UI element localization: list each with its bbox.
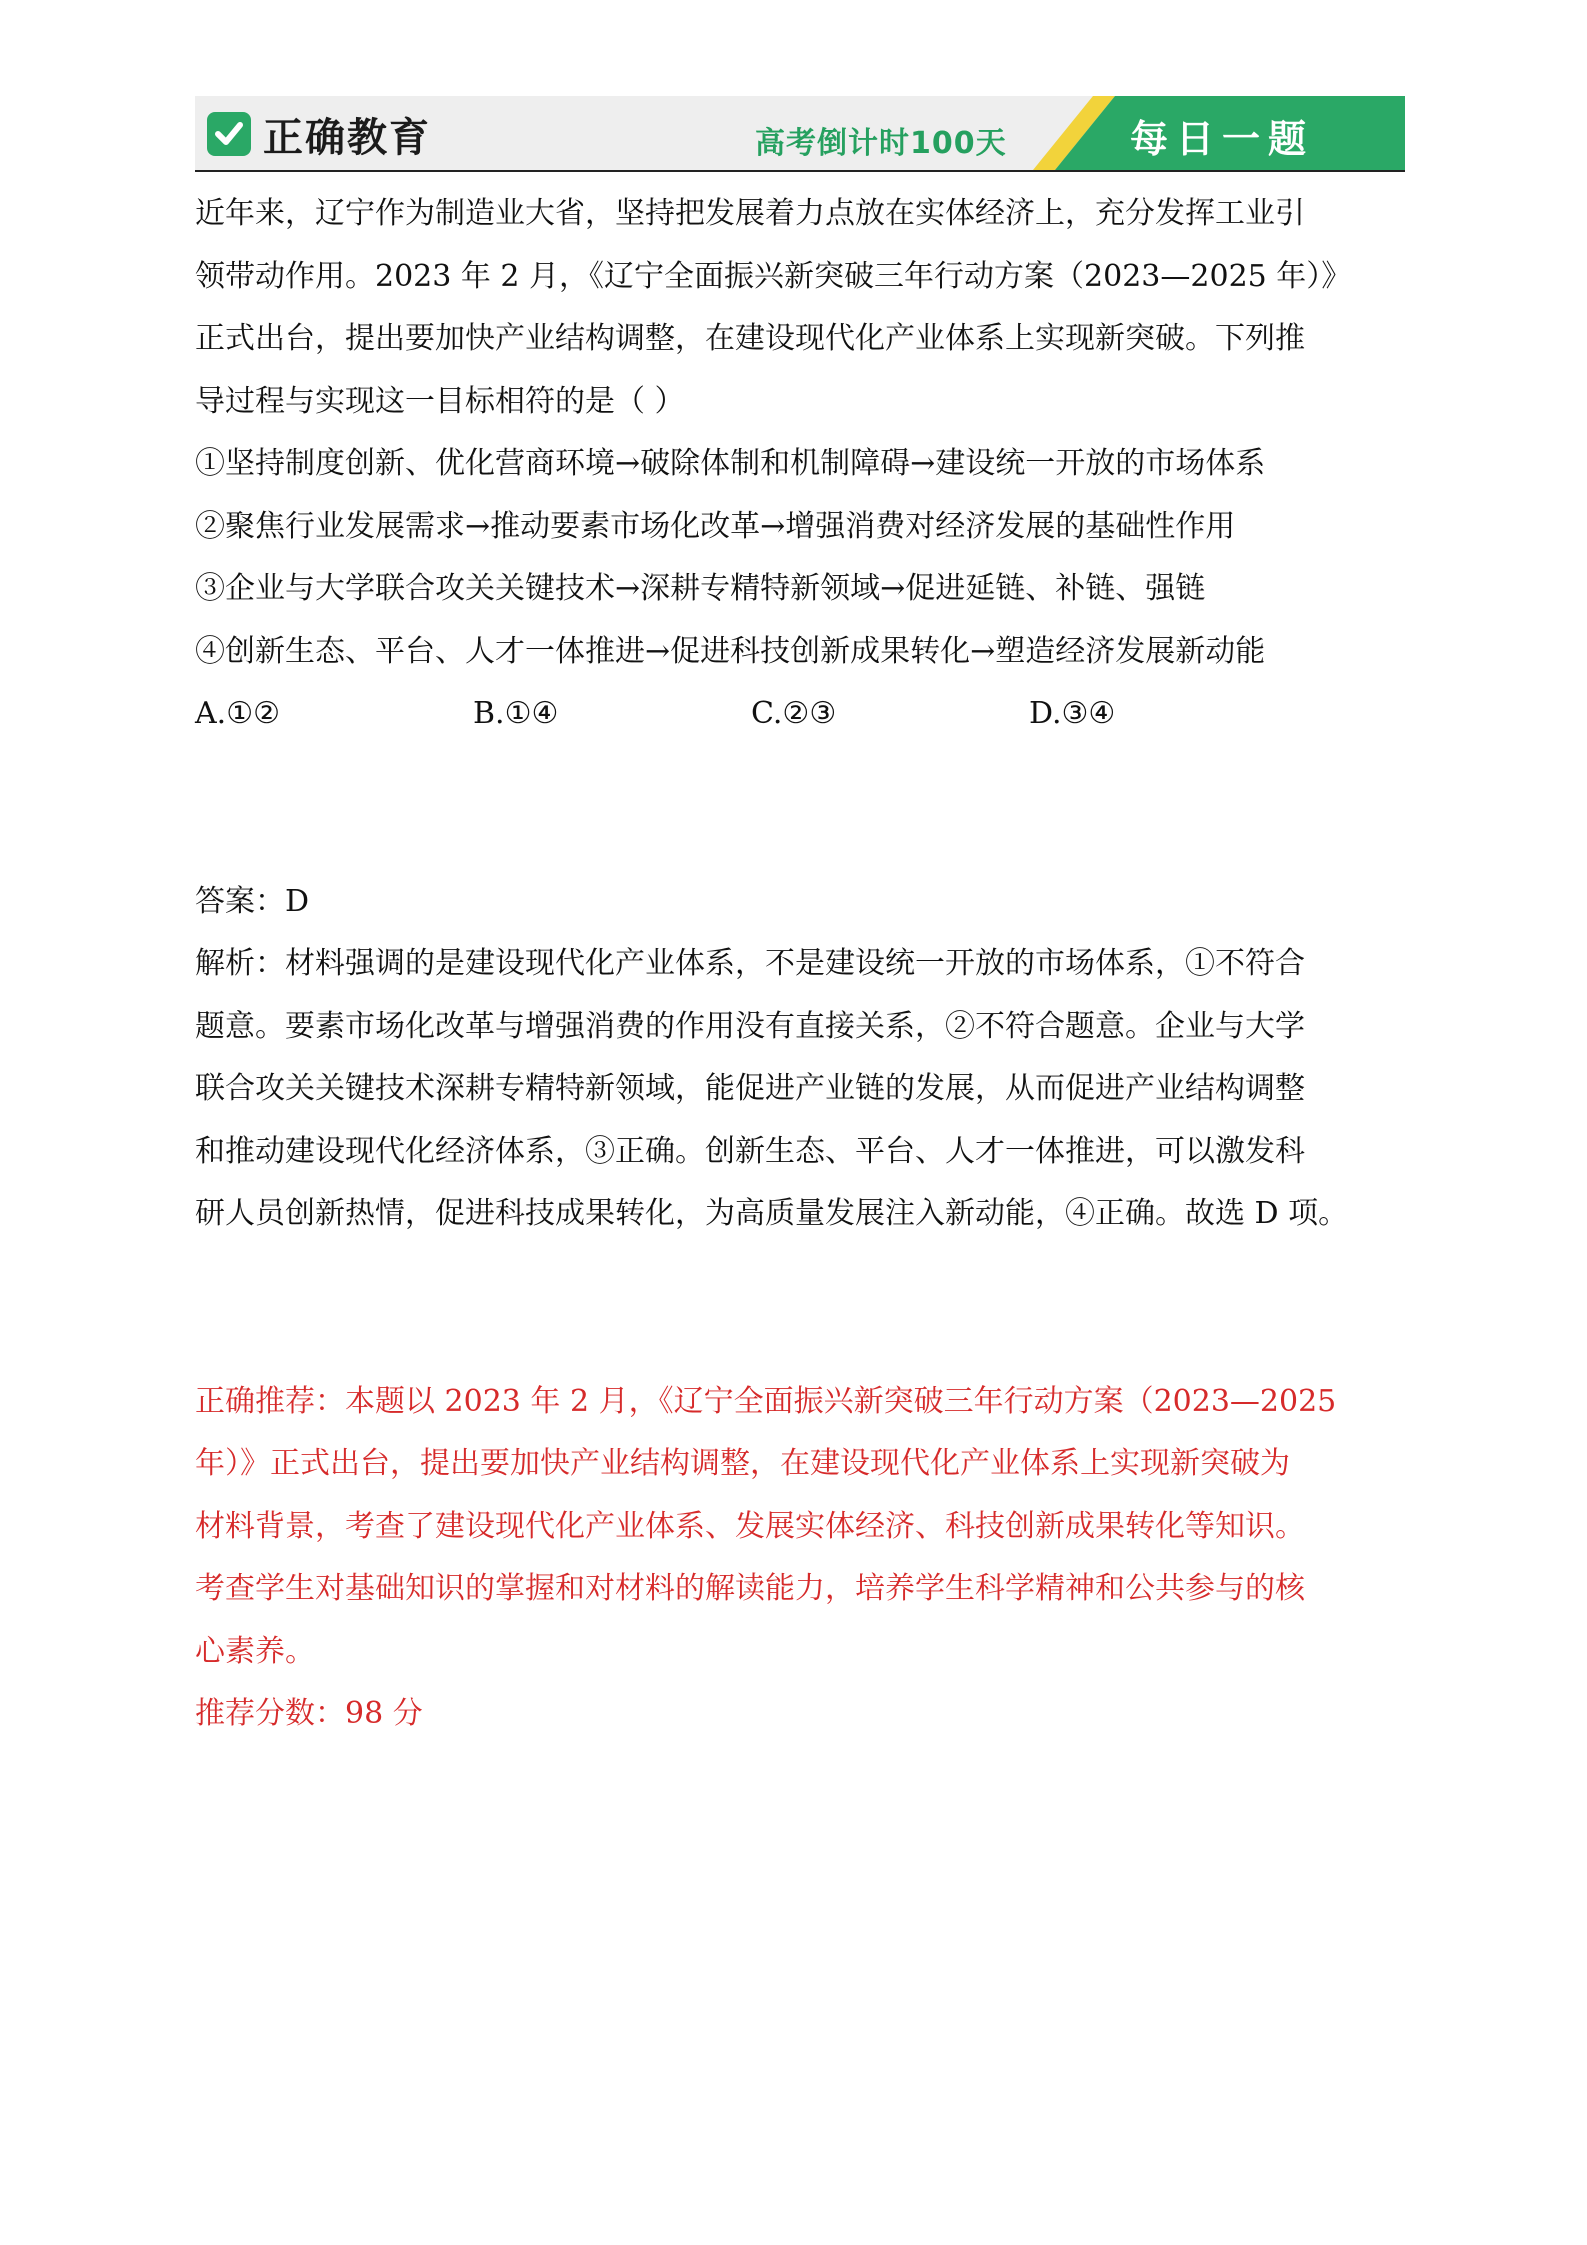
page-header [195, 96, 1405, 172]
recommend-line: 心素养。 [195, 1633, 315, 1669]
brand-name: 正确教育 [263, 114, 431, 161]
statement-item: ③企业与大学联合攻关关键技术→深耕专精特新领域→促进延链、补链、强链 [195, 571, 1206, 606]
recommend-line: 年）》正式出台，提出要加快产业结构调整，在建设现代化产业体系上实现新突破为 [195, 1446, 1290, 1481]
analysis-line: 题意。要素市场化改革与增强消费的作用没有直接关系，②不符合题意。企业与大学 [195, 1008, 1305, 1044]
document-body [195, 183, 1435, 1746]
answer-text: 答案：D [195, 883, 310, 919]
recommend-line: 材料背景，考查了建设现代化产业体系、发展实体经济、科技创新成果转化等知识。 [195, 1508, 1305, 1544]
recommend-score: 推荐分数：98 分 [195, 1696, 423, 1731]
question-line: 导过程与实现这一目标相符的是（ ） [195, 383, 685, 419]
option-a: A.①② [195, 696, 280, 731]
question-line: 领带动作用。2023 年 2 月，《辽宁全面振兴新突破三年行动方案（2023—2025 年）》 [195, 258, 1352, 294]
option-b: B.①④ [473, 696, 559, 731]
checkmark-icon [207, 112, 251, 156]
brand-logo [207, 108, 431, 160]
analysis-line: 研人员创新热情，促进科技成果转化，为高质量发展注入新动能，④正确。故选 D 项。 [195, 1196, 1349, 1231]
option-c: C.②③ [751, 696, 837, 731]
question-line: 正式出台，提出要加快产业结构调整，在建设现代化产业体系上实现新突破。下列推 [195, 321, 1305, 356]
analysis-line: 解析：材料强调的是建设现代化产业体系，不是建设统一开放的市场体系，①不符合 [195, 946, 1305, 981]
recommend-line: 考查学生对基础知识的掌握和对材料的解读能力，培养学生科学精神和公共参与的核 [195, 1571, 1305, 1606]
statement-item: ①坚持制度创新、优化营商环境→破除体制和机制障碍→建设统一开放的市场体系 [195, 446, 1266, 481]
question-line: 近年来，辽宁作为制造业大省，坚持把发展着力点放在实体经济上，充分发挥工业引 [195, 196, 1305, 231]
analysis-line: 和推动建设现代化经济体系，③正确。创新生态、平台、人才一体推进，可以激发科 [195, 1133, 1305, 1169]
statement-item: ④创新生态、平台、人才一体推进→促进科技创新成果转化→塑造经济发展新动能 [195, 633, 1266, 669]
option-d: D.③④ [1029, 696, 1116, 731]
recommend-line: 正确推荐：本题以 2023 年 2 月，《辽宁全面振兴新突破三年行动方案（2023—2025 [195, 1383, 1337, 1419]
daily-question-banner [1015, 96, 1405, 170]
answer-options [195, 683, 1435, 746]
analysis-line: 联合攻关关键技术深耕专精特新领域，能促进产业链的发展，从而促进产业结构调整 [195, 1071, 1305, 1106]
statement-item: ②聚焦行业发展需求→推动要素市场化改革→增强消费对经济发展的基础性作用 [195, 508, 1236, 544]
countdown-label: 高考倒计时100天 [755, 126, 1007, 161]
banner-title: 每日一题 [1130, 117, 1315, 161]
